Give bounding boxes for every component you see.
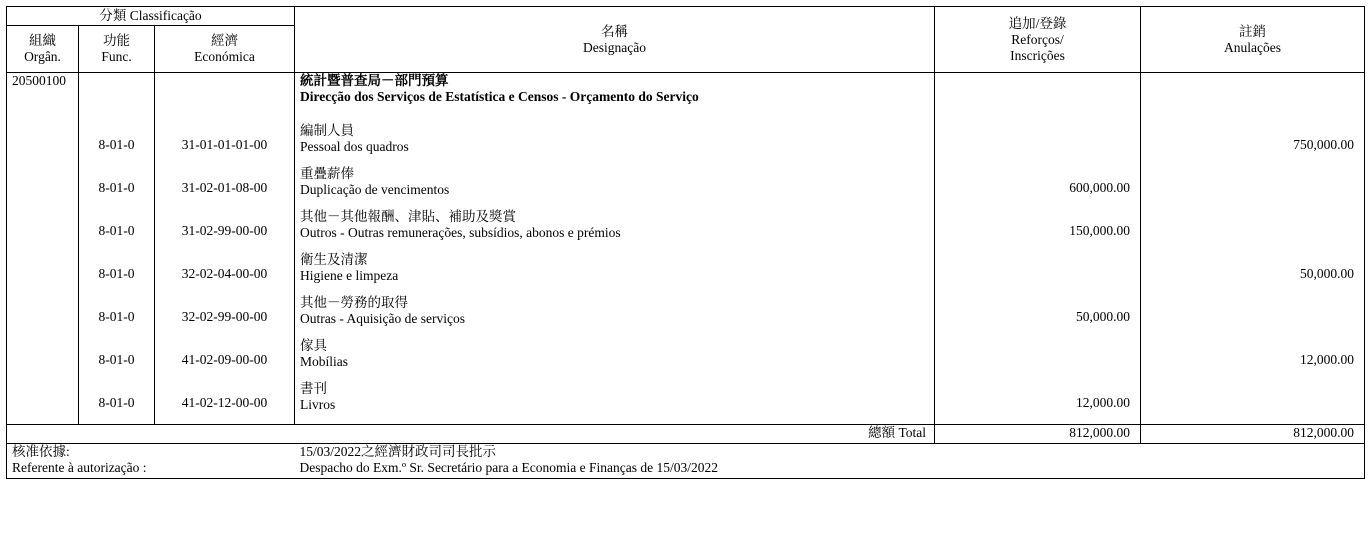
item-annulment: 12,000.00 bbox=[1141, 338, 1365, 381]
item-annulment: 750,000.00 bbox=[1141, 123, 1365, 166]
table-row bbox=[7, 381, 1365, 425]
organism-name-zh: 統計暨普查局－部門預算 bbox=[300, 73, 449, 88]
classification-header: 分類 Classificação bbox=[7, 7, 295, 26]
economic-code: 31-01-01-01-00 bbox=[155, 123, 295, 166]
total-annulment: 812,000.00 bbox=[1141, 425, 1365, 444]
economic-code: 32-02-04-00-00 bbox=[155, 252, 295, 295]
item-annulment bbox=[1141, 381, 1365, 425]
table-row bbox=[7, 338, 1365, 381]
item-designation bbox=[295, 123, 935, 166]
annulments-header-zh: 註銷 bbox=[1239, 23, 1267, 39]
economic-header bbox=[155, 26, 295, 73]
item-designation bbox=[295, 166, 935, 209]
functional-header-zh: 功能 bbox=[103, 33, 130, 48]
item-name-zh: 其他－勞務的取得 bbox=[300, 295, 409, 310]
item-reinforcement bbox=[935, 123, 1141, 166]
empty-cell bbox=[7, 209, 79, 252]
item-name-pt: Outras - Aquisição de serviços bbox=[300, 311, 465, 326]
item-reinforcement bbox=[935, 252, 1141, 295]
item-designation bbox=[295, 209, 935, 252]
item-name-zh: 重疊薪俸 bbox=[300, 166, 355, 181]
budget-body bbox=[7, 73, 1365, 425]
functional-code: 8-01-0 bbox=[79, 295, 155, 338]
empty-cell bbox=[1141, 73, 1365, 124]
total-reinforcement: 812,000.00 bbox=[935, 425, 1141, 444]
organism-row bbox=[7, 73, 1365, 124]
authorization-basis-pt: Referente à autorização : bbox=[12, 460, 147, 475]
reinforcements-header bbox=[935, 7, 1141, 73]
empty-cell bbox=[7, 252, 79, 295]
item-name-pt: Mobílias bbox=[300, 354, 349, 369]
organism-designation bbox=[295, 73, 935, 124]
item-name-zh: 傢具 bbox=[300, 338, 328, 353]
total-row bbox=[7, 425, 1365, 444]
item-designation bbox=[295, 381, 935, 425]
functional-code: 8-01-0 bbox=[79, 338, 155, 381]
item-annulment bbox=[1141, 166, 1365, 209]
economic-code: 31-02-01-08-00 bbox=[155, 166, 295, 209]
organic-header-pt: Orgân. bbox=[24, 49, 61, 64]
item-name-zh: 編制人員 bbox=[300, 123, 355, 138]
empty-cell bbox=[155, 73, 295, 124]
functional-header bbox=[79, 26, 155, 73]
item-reinforcement bbox=[935, 338, 1141, 381]
economic-code: 31-02-99-00-00 bbox=[155, 209, 295, 252]
functional-code: 8-01-0 bbox=[79, 209, 155, 252]
header-row-top bbox=[7, 7, 1365, 26]
item-name-pt: Higiene e limpeza bbox=[300, 268, 399, 283]
functional-header-pt: Func. bbox=[101, 49, 132, 64]
item-designation bbox=[295, 295, 935, 338]
item-reinforcement: 600,000.00 bbox=[935, 166, 1141, 209]
functional-code: 8-01-0 bbox=[79, 166, 155, 209]
economic-code: 41-02-09-00-00 bbox=[155, 338, 295, 381]
item-reinforcement: 150,000.00 bbox=[935, 209, 1141, 252]
empty-cell bbox=[79, 73, 155, 124]
empty-cell bbox=[7, 338, 79, 381]
organic-header-zh: 組織 bbox=[29, 33, 56, 48]
empty-cell bbox=[7, 123, 79, 166]
budget-table bbox=[6, 6, 1365, 479]
reinforcements-header-pt2: Inscrições bbox=[1010, 47, 1065, 63]
item-name-zh: 其他－其他報酬、津貼、補助及獎賞 bbox=[300, 209, 517, 224]
table-row bbox=[7, 209, 1365, 252]
table-row bbox=[7, 252, 1365, 295]
annulments-header-pt: Anulações bbox=[1224, 39, 1281, 55]
organism-name-pt: Direcção dos Serviços de Estatística e Censos - Orçamento do Serviço bbox=[300, 89, 699, 104]
reinforcements-header-pt1: Reforços/ bbox=[1011, 31, 1064, 47]
authorization-basis-zh: 核准依據: bbox=[12, 444, 70, 459]
functional-code: 8-01-0 bbox=[79, 123, 155, 166]
item-designation bbox=[295, 252, 935, 295]
designation-header bbox=[295, 7, 935, 73]
designation-header-pt: Designação bbox=[583, 39, 646, 55]
table-row bbox=[7, 166, 1365, 209]
item-annulment bbox=[1141, 209, 1365, 252]
empty-cell bbox=[935, 73, 1141, 124]
item-name-zh: 書刊 bbox=[300, 381, 328, 396]
authorization-text-pt: Despacho do Exm.º Sr. Secretário para a Economia e Finanças de 15/03/2022 bbox=[299, 460, 718, 475]
economic-code: 41-02-12-00-00 bbox=[155, 381, 295, 425]
item-name-zh: 衛生及清潔 bbox=[300, 252, 368, 267]
item-name-pt: Pessoal dos quadros bbox=[300, 139, 409, 154]
authorization-row bbox=[7, 444, 1365, 479]
reinforcements-header-zh: 追加/登錄 bbox=[1008, 15, 1067, 31]
empty-cell bbox=[7, 295, 79, 338]
table-row bbox=[7, 295, 1365, 338]
economic-header-zh: 經濟 bbox=[211, 33, 238, 48]
item-annulment: 50,000.00 bbox=[1141, 252, 1365, 295]
authorization-text bbox=[295, 444, 1365, 479]
item-reinforcement: 12,000.00 bbox=[935, 381, 1141, 425]
item-name-pt: Duplicação de vencimentos bbox=[300, 182, 450, 197]
functional-code: 8-01-0 bbox=[79, 381, 155, 425]
item-designation bbox=[295, 338, 935, 381]
designation-header-zh: 名稱 bbox=[601, 23, 629, 39]
item-name-pt: Outros - Outras remunerações, subsídios, abonos e prémios bbox=[300, 225, 621, 240]
item-name-pt: Livros bbox=[300, 397, 336, 412]
authorization-basis bbox=[7, 444, 295, 479]
economic-header-pt: Económica bbox=[194, 49, 255, 64]
item-reinforcement: 50,000.00 bbox=[935, 295, 1141, 338]
authorization-text-zh: 15/03/2022之經濟財政司司長批示 bbox=[299, 444, 497, 459]
total-label: 總額 Total bbox=[7, 425, 935, 444]
organism-code: 20500100 bbox=[7, 73, 79, 124]
empty-cell bbox=[7, 166, 79, 209]
functional-code: 8-01-0 bbox=[79, 252, 155, 295]
empty-cell bbox=[7, 381, 79, 425]
table-row bbox=[7, 123, 1365, 166]
item-annulment bbox=[1141, 295, 1365, 338]
organic-header bbox=[7, 26, 79, 73]
economic-code: 32-02-99-00-00 bbox=[155, 295, 295, 338]
annulments-header bbox=[1141, 7, 1365, 73]
